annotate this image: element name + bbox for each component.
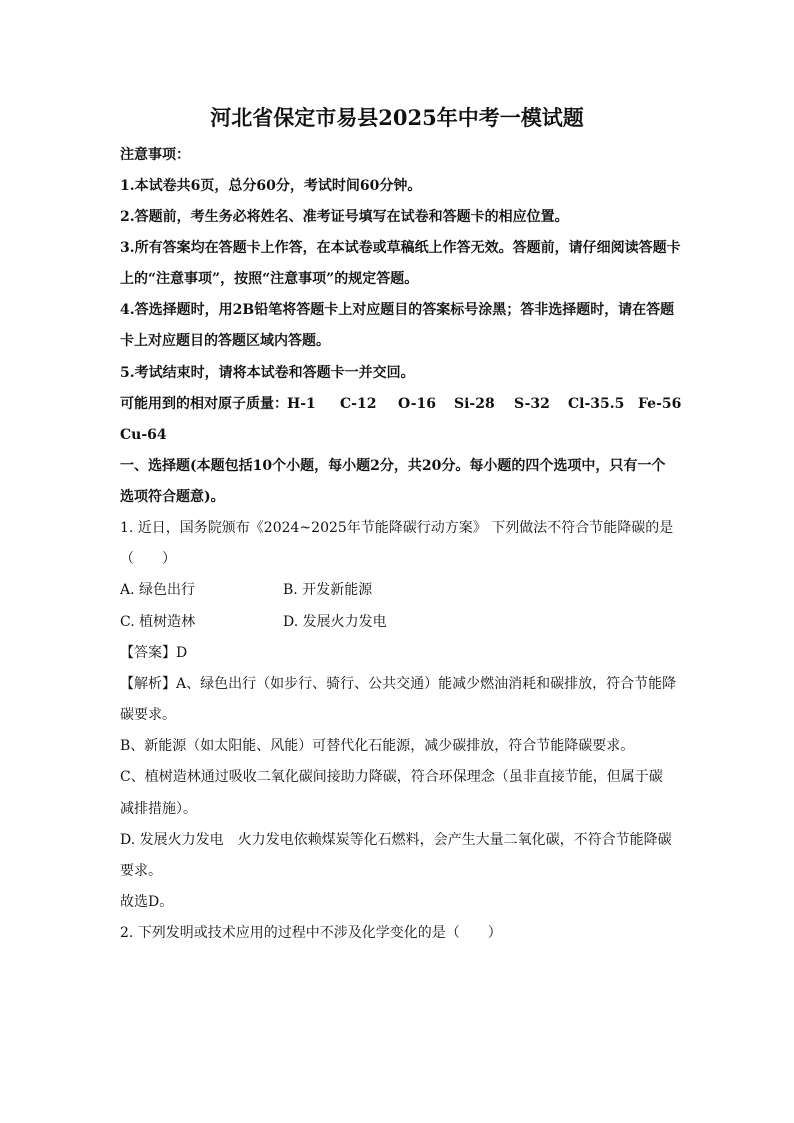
atomic-mass-value: Cu-64 xyxy=(120,427,167,443)
notice-item: 3.所有答案均在答题卡上作答，在本试卷或草稿纸上作答无效。答题前，请仔细阅读答题卡 xyxy=(120,240,681,256)
atomic-mass-value: H-1 xyxy=(287,396,316,412)
atomic-mass-value: C-12 xyxy=(340,396,377,412)
notice-item: 4.答选择题时，用2B铅笔将答题卡上对应题目的答案标号涂黑；答非选择题时，请在答题 xyxy=(120,302,675,318)
option-c: C. 植树造林 xyxy=(120,614,196,630)
notice-item: 2.答题前，考生务必将姓名、准考证号填写在试卷和答题卡的相应位置。 xyxy=(120,209,569,225)
question-stem: 1. 近日，国务院颁布《2024~2025年节能降碳行动方案》 下列做法不符合节能降碳的是 xyxy=(120,520,674,536)
analysis-line: 【解析】A、绿色出行（如步行、骑行、公共交通）能减少燃油消耗和碳排放，符合节能降 xyxy=(120,676,677,692)
notice-item: 5.考试结束时，请将本试卷和答题卡一并交回。 xyxy=(120,365,415,381)
analysis-line: C、植树造林通过吸收二氧化碳间接助力降碳，符合环保理念（虽非直接节能，但属于碳 xyxy=(120,769,663,785)
option-b: B. 开发新能源 xyxy=(283,582,373,598)
question-stem: 2. 下列发明或技术应用的过程中不涉及化学变化的是（ ） xyxy=(120,925,502,941)
notice-heading: 注意事项： xyxy=(120,147,190,163)
notice-item: 1.本试卷共6页，总分60分，考试时间60分钟。 xyxy=(120,178,422,194)
atomic-mass-value: Fe-56 xyxy=(638,396,682,412)
analysis-line: 故选D。 xyxy=(120,894,174,910)
question-stem: （ ） xyxy=(120,551,176,567)
analysis-line: D. 发展火力发电 火力发电依赖煤炭等化石燃料，会产生大量二氧化碳，不符合节能降碳 xyxy=(120,832,672,848)
option-a: A. 绿色出行 xyxy=(120,582,196,598)
atomic-mass-label: 可能用到的相对原子质量： xyxy=(120,396,288,412)
option-d: D. 发展火力发电 xyxy=(283,614,387,630)
atomic-mass-value: Cl-35.5 xyxy=(568,396,625,412)
notice-item: 上的“注意事项”，按照“注意事项”的规定答题。 xyxy=(120,271,419,287)
atomic-mass-value: S-32 xyxy=(514,396,550,412)
analysis-line: 要求。 xyxy=(120,863,162,879)
page-title: 河北省保定市易县2025年中考一模试题 xyxy=(210,105,584,130)
answer: 【答案】D xyxy=(120,645,188,661)
atomic-mass-value: Si-28 xyxy=(454,396,495,412)
section-heading: 选项符合题意)。 xyxy=(120,489,225,505)
analysis-line: B、新能源（如太阳能、风能）可替代化石能源，减少碳排放，符合节能降碳要求。 xyxy=(120,738,635,754)
analysis-line: 减排措施）。 xyxy=(120,801,197,817)
atomic-mass-value: O-16 xyxy=(398,396,437,412)
section-heading: 一、选择题(本题包括10个小题，每小题2分，共20分。每小题的四个选项中，只有一个 xyxy=(120,458,666,474)
notice-item: 卡上对应题目的答题区域内答题。 xyxy=(120,333,330,349)
analysis-line: 碳要求。 xyxy=(120,707,176,723)
